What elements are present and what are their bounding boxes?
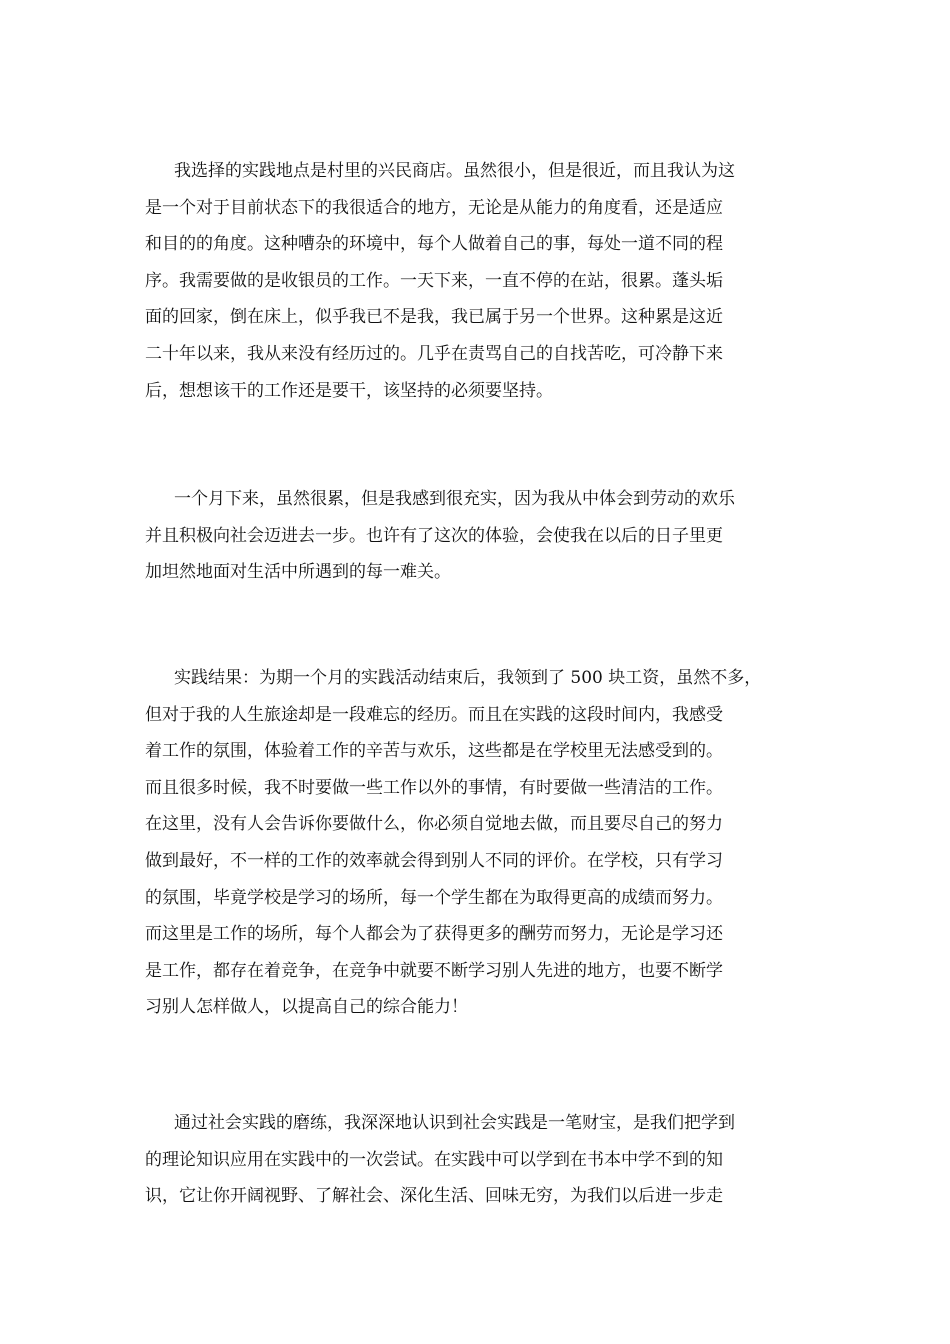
- text-line: 后，想想该干的工作还是要干，该坚持的必须要坚持。: [145, 380, 553, 401]
- paragraph-one-month: [145, 481, 817, 591]
- text-line: 做到最好，不一样的工作的效率就会得到别人不同的评价。在学校，只有学习: [145, 850, 723, 871]
- text-line: 的理论知识应用在实践中的一次尝试。在实践中可以学到在书本中学不到的知: [145, 1149, 723, 1170]
- text-line: 实践结果：为期一个月的实践活动结束后，我领到了 500 块工资，虽然不多，: [174, 668, 762, 688]
- text-line: 但对于我的人生旅途却是一段难忘的经历。而且在实践的这段时间内，我感受: [145, 704, 723, 725]
- text-line: 并且积极向社会迈进去一步。也许有了这次的体验，会使我在以后的日子里更: [145, 525, 723, 546]
- text-line: 通过社会实践的磨练，我深深地认识到社会实践是一笔财宝，是我们把学到: [174, 1113, 735, 1133]
- text-line: 加坦然地面对生活中所遇到的每一难关。: [145, 562, 451, 583]
- text-line: 而且很多时候，我不时要做一些工作以外的事情，有时要做一些清洁的工作。: [145, 777, 723, 798]
- text-line: 是一个对于目前状态下的我很适合的地方，无论是从能力的角度看，还是适应: [145, 197, 723, 218]
- text-line: 的氛围，毕竟学校是学习的场所，每一个学生都在为取得更高的成绩而努力。: [145, 887, 723, 908]
- text-line: 我选择的实践地点是村里的兴民商店。虽然很小，但是很近，而且我认为这: [174, 161, 735, 181]
- text-line: 面的回家，倒在床上，似乎我已不是我，我已属于另一个世界。这种累是这近: [145, 307, 723, 328]
- paragraph-practice-location: [145, 153, 817, 409]
- text-line: 在这里，没有人会告诉你要做什么，你必须自觉地去做，而且要尽自己的努力: [145, 814, 723, 835]
- paragraph-practice-results: [145, 660, 817, 1026]
- text-line: 是工作，都存在着竞争，在竞争中就要不断学习别人先进的地方，也要不断学: [145, 960, 723, 981]
- paragraph-social-practice: [145, 1105, 817, 1215]
- text-line: 二十年以来，我从来没有经历过的。几乎在责骂自己的自找苦吃，可冷静下来: [145, 343, 723, 364]
- text-line: 序。我需要做的是收银员的工作。一天下来，一直不停的在站，很累。蓬头垢: [145, 270, 723, 291]
- text-line: 和目的的角度。这种嘈杂的环境中，每个人做着自己的事，每处一道不同的程: [145, 234, 723, 255]
- text-line: 习别人怎样做人，以提高自己的综合能力！: [145, 997, 468, 1018]
- text-line: 识，它让你开阔视野、了解社会、深化生活、回味无穷，为我们以后进一步走: [145, 1186, 723, 1207]
- text-line: 而这里是工作的场所，每个人都会为了获得更多的酬劳而努力，无论是学习还: [145, 924, 723, 945]
- text-line: 着工作的氛围，体验着工作的辛苦与欢乐，这些都是在学校里无法感受到的。: [145, 741, 723, 762]
- text-line: 一个月下来，虽然很累，但是我感到很充实，因为我从中体会到劳动的欢乐: [174, 489, 735, 509]
